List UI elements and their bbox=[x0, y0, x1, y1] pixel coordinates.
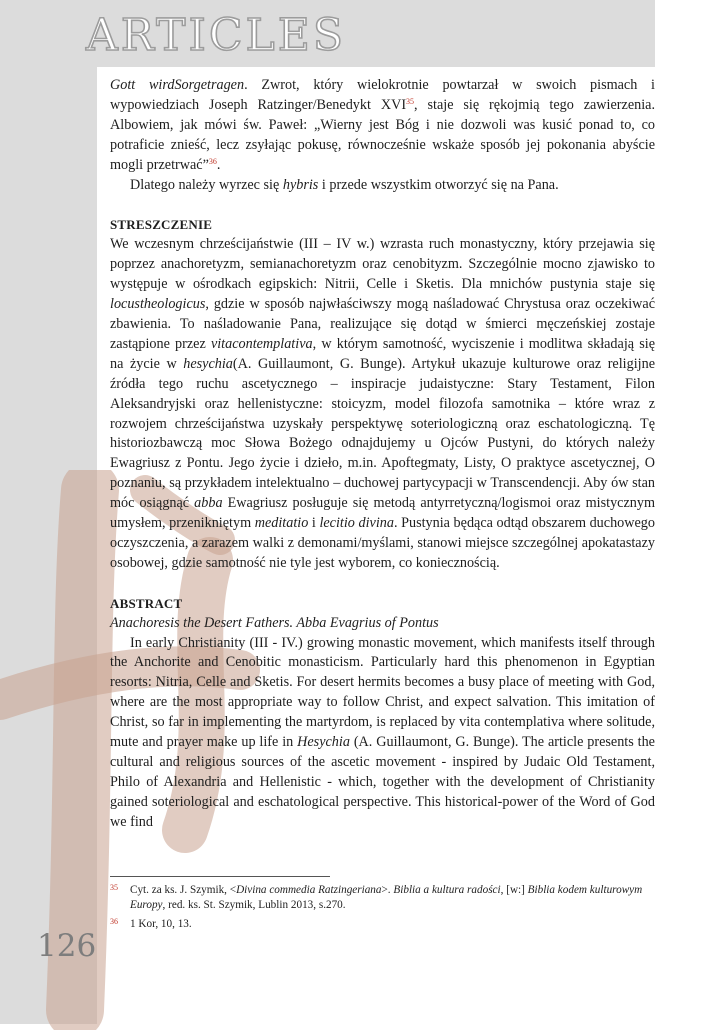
footnote-ref-36[interactable]: 36 bbox=[208, 156, 217, 166]
footnote-36 bbox=[110, 917, 655, 932]
abstract-paragraph: In early Christianity (III - IV.) growing monastic movement, which manifests itself through the Anchorite and Cenobitic monasticism. Particularly hard this phenomenon in Egyptian resorts: Nitria, Celle and Sketis. For desert hermits becomes a busy place of meeting with God, where are the most appropriate way to follow Christ, and expect salvation. This imitation of Christ, so far in implementing the martyrdom, is replaced by vita contemplativa where solitude, mute and prayer make up life in Hesychia (A. Guillaumont, G. Bunge). The article presents the cultural and religious sources of the ascetic movement - inspired by Judaic Old Testament, Philo of Alexandria and Hellenistic - which, together with the development of Christianity gained soteriological and eschatological perspective. This historical-power of the Word of God we find bbox=[110, 634, 655, 830]
abstract-subtitle: Anachoresis the Desert Fathers. Abba Evagrius of Pontus bbox=[110, 614, 439, 631]
left-margin-bar bbox=[0, 67, 97, 1024]
footnote-35 bbox=[110, 883, 655, 913]
footnote-text: 1 Kor, 10, 13. bbox=[130, 918, 192, 930]
footnote-number: 35 bbox=[110, 883, 118, 892]
footnote-number: 36 bbox=[110, 917, 118, 926]
footnote-text: Cyt. za ks. J. Szymik, <Divina commedia Ratzingeriana>. Biblia a kultura radości, [w:] Biblia kodem kulturowym Europy, red. ks. St. Szymik, Lublin 2013, s.270. bbox=[130, 884, 643, 911]
page-number: 126 bbox=[37, 928, 97, 964]
footnotes bbox=[110, 876, 655, 936]
section-heading: ARTICLES bbox=[86, 10, 347, 61]
opening-paragraph-2: Dlatego należy wyrzec się hybris i przede wszystkim otworzyć się na Pana. bbox=[130, 176, 559, 193]
opening-paragraph: Gott wirdSorgetragen. Zwrot, który wielokrotnie powtarzał w swoich pismach i wypowiedziach Joseph Ratzinger/Benedykt XVI$^{35}$, staje się rękojmią tego zawierzenia. Albowiem, jak mówi św. Paweł: „Wierny jest Bóg i nie dozwoli was kusić ponad to, co potraficie znieść, lecz zsyłając pokusę, równocześnie wskaże sposób jej pokonania abyście mogli przetrwać”$^{36}$. bbox=[110, 77, 655, 173]
streszczenie-paragraph: We wczesnym chrześcijaństwie (III – IV w.) wzrasta ruch monastyczny, który przejawia się poprzez anachoretyzm, semianachoretyzm oraz cenobityzm. Szczególnie mocno zjawisko to występuje w ośrodkach egipskich: Nitrii, Celle i Sketis. Dla mnichów pustynia staje się locustheologicus, gdzie w sposób najwłaściwszy mogą naśladować Chrystusa oraz oczekiwać zbawienia. To naśladowanie Pana, realizujące się dotąd w śmierci męczeńskiej zostaje zastąpione przez vitacontemplativa, w którym samotność, wyciszenie i modlitwa składają się na życie w hesychia(A. Guillaumont, G. Bunge). Artykuł ukazuje kulturowe oraz religijne źródła tego ruchu ascetycznego – inspiracje judaistyczne: Stary Testament, Filon Aleksandryjski oraz hellenistyczne: stoicyzm, model filozofa samotnika – które wraz z rozwojem chrześcijaństwa uzyskały perspektywę soteriologiczną oraz eschatologiczną. Tę historiozbawczą moc Słowa Bożego odnajdujemy u Ojców Pustyni, do których należy Ewagriusz z Pontu. Jego życie i dzieło, m.in. Apoftegmaty, Listy, O praktyce ascetycznej, O poznaniu, są przykładem intelektualno – duchowej partycypacji w Transcendencji. Aby ów stan móc osiągnąć abba Ewagriusz posługuje się metodą antyrretyczną/logismoi oraz mistycznym umysłem, przenikniętym meditatio i lecitio divina. Pustynia będąca odtąd obszarem duchowego oczyszczenia, a zarazem walki z demonami/myślami, stanowi miejsce szczególnej apokatastazy osobowej, gdzie samotność nie tyle jest wyborem, co koniecznością. bbox=[110, 236, 655, 571]
german-phrase: Gott wirdSorgetragen bbox=[110, 77, 245, 93]
footnote-divider bbox=[110, 876, 330, 877]
streszczenie-heading: STRESZCZENIE bbox=[110, 217, 213, 233]
abstract-heading: ABSTRACT bbox=[110, 595, 183, 611]
article-body bbox=[110, 76, 655, 833]
footnote-ref-35[interactable]: 35 bbox=[406, 96, 415, 106]
